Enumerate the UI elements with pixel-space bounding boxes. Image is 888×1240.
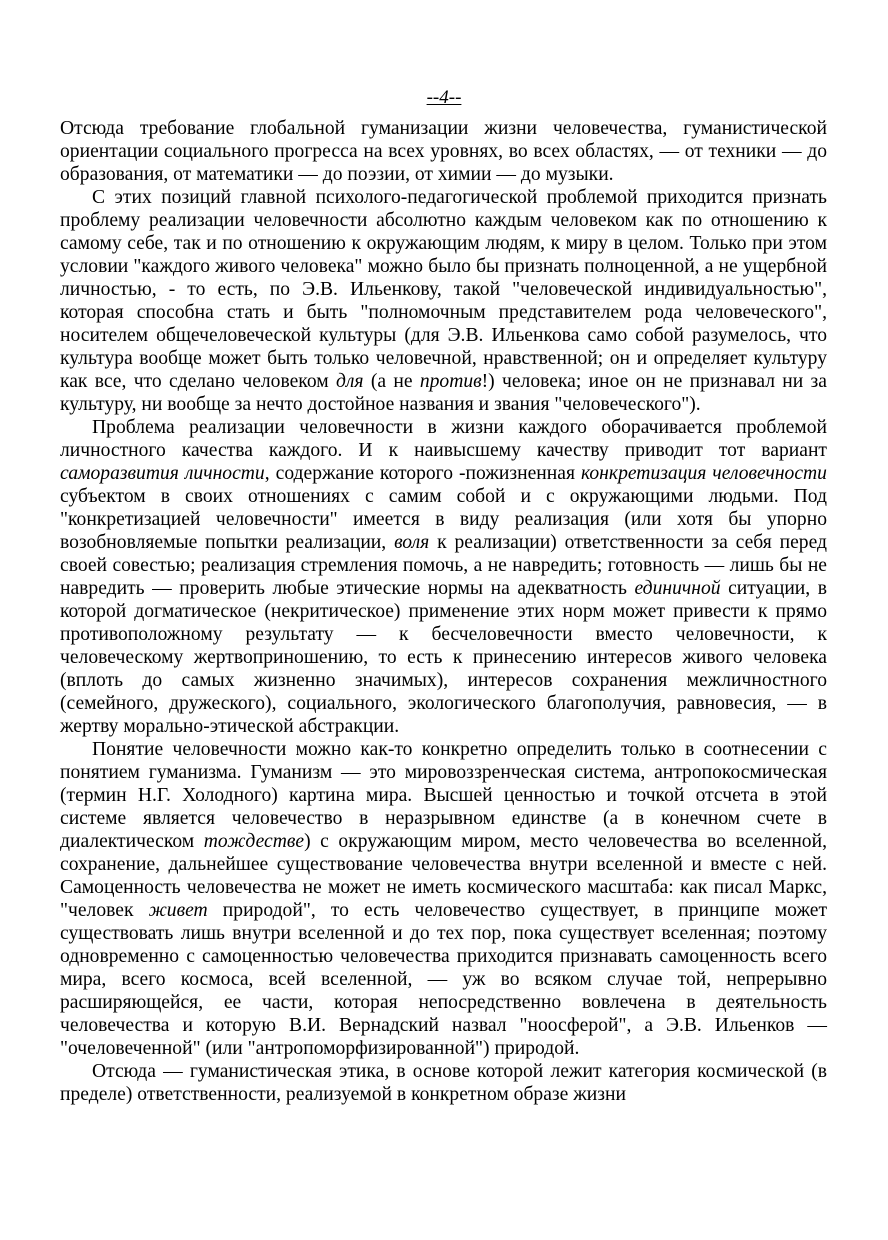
italic-text-run: воля <box>394 532 430 553</box>
italic-text-run: против <box>419 371 482 392</box>
page-number: --4-- <box>426 87 462 108</box>
text-run: к реализации) ответственности за себя перед своей совестью; реализация стремления помочь, а не навредить; готовность — лишь бы не навредить — проверить любые этические нормы на адекватность <box>60 532 827 599</box>
italic-text-run: для <box>335 371 364 392</box>
text-run: Проблема реализации человечности в жизни каждого оборачивается проблемой личностного качества каждого. И к наивысшему качеству приводит тот вариант <box>60 417 827 461</box>
paragraph <box>60 117 827 186</box>
text-run: С этих позиций главной психолого-педагогической проблемой приходится признать проблему реализации человечности абсолютно каждым человеком как по отношению к самому себе, так и по отношению к окружающим людям, к миру в целом. Только при этом условии "каждого живого человека" можно было бы признать полноценной, а не ущербной личностью, - то есть, по Э.В. Ильенкову, такой "человеческой индивидуальностью", которая способна стать и быть "полномочным представителем рода человеческого", носителем общечеловеческой культуры (для Э.В. Ильенкова само собой разумелось, что культура вообще может быть только человечной, нравственной; он и определяет культуру как все, что сделано человеком <box>60 187 827 392</box>
text-run: субъектом в своих отношениях с самим собой и с окружающими людьми. Под "конкретизацией человечности" имеется в виду реализация (или хотя бы упорно возобновляемые попытки реализации, <box>60 486 827 553</box>
italic-text-run: тождестве <box>203 831 305 852</box>
body-text <box>60 117 827 1106</box>
text-run: ситуации, в которой догматическое (некритическое) применение этих норм может привести к прямо противоположному результату — к бесчеловечности вместо человечности, к человеческому жертвоприношению, то есть к принесению интересов живого человека (вплоть до самых жизненно значимых), интересов сохранения межличностного (семейного, дружеского), социального, экологического благополучия, равновесия, — в жертву морально-этической абстракции. <box>60 578 827 737</box>
paragraph <box>60 416 827 738</box>
paragraph <box>60 186 827 416</box>
italic-text-run: единичной <box>634 578 721 599</box>
text-run: природой", то есть человечество существует, в принципе может существовать лишь внутри вселенной и до тех пор, пока существует вселенная; поэтому одновременно с самоценностью человечества приходится признавать самоценность всего мира, всего космоса, всей вселенной, — уж во всяком случае той, непрерывно расширяющейся, ее части, которая непосредственно вовлечена в деятельность человечества и которую В.И. Вернадский назвал "ноосферой", а Э.В. Ильенков — "очеловеченной" (или "антропоморфизированной") природой. <box>60 900 828 1059</box>
paragraph <box>60 1060 827 1106</box>
text-run: Отсюда требование глобальной гуманизации жизни человечества, гуманистической ориентации социального прогресса на всех уровнях, во всех областях, — от техники — до образования, от математики — до поэзии, от химии — до музыки. <box>60 118 827 185</box>
text-run: ) с окружающим миром, место человечества во вселенной, сохранение, дальнейшее существование человечества внутри вселенной и вместе с ней. Самоценность человечества не может не иметь космического масштаба: как писал Маркс, "человек <box>60 831 827 921</box>
italic-text-run: конкретизация человечности <box>580 463 827 484</box>
text-run: !) человека; иное он не признавал ни за культуру, ни вообще за нечто достойное названия и звания "человеческого"). <box>60 371 827 415</box>
text-run: , содержание которого -пожизненная <box>264 463 581 484</box>
italic-text-run: живет <box>148 900 208 921</box>
paragraph <box>60 738 827 1060</box>
italic-text-run: саморазвития личности <box>60 463 265 484</box>
text-run: Отсюда — гуманистическая этика, в основе которой лежит категория космической (в пределе) ответственности, реализуемой в конкретном образе жизни <box>60 1061 827 1105</box>
text-run: Понятие человечности можно как-то конкретно определить только в соотнесении с понятием гуманизма. Гуманизм — это мировоззренческая система, антропокосмическая (термин Н.Г. Холодного) картина мира. Высшей ценностью и точкой отсчета в этой системе является человечество в неразрывном единстве (а в конечном счете в диалектическом <box>60 739 827 852</box>
text-run: (а не <box>363 371 420 392</box>
